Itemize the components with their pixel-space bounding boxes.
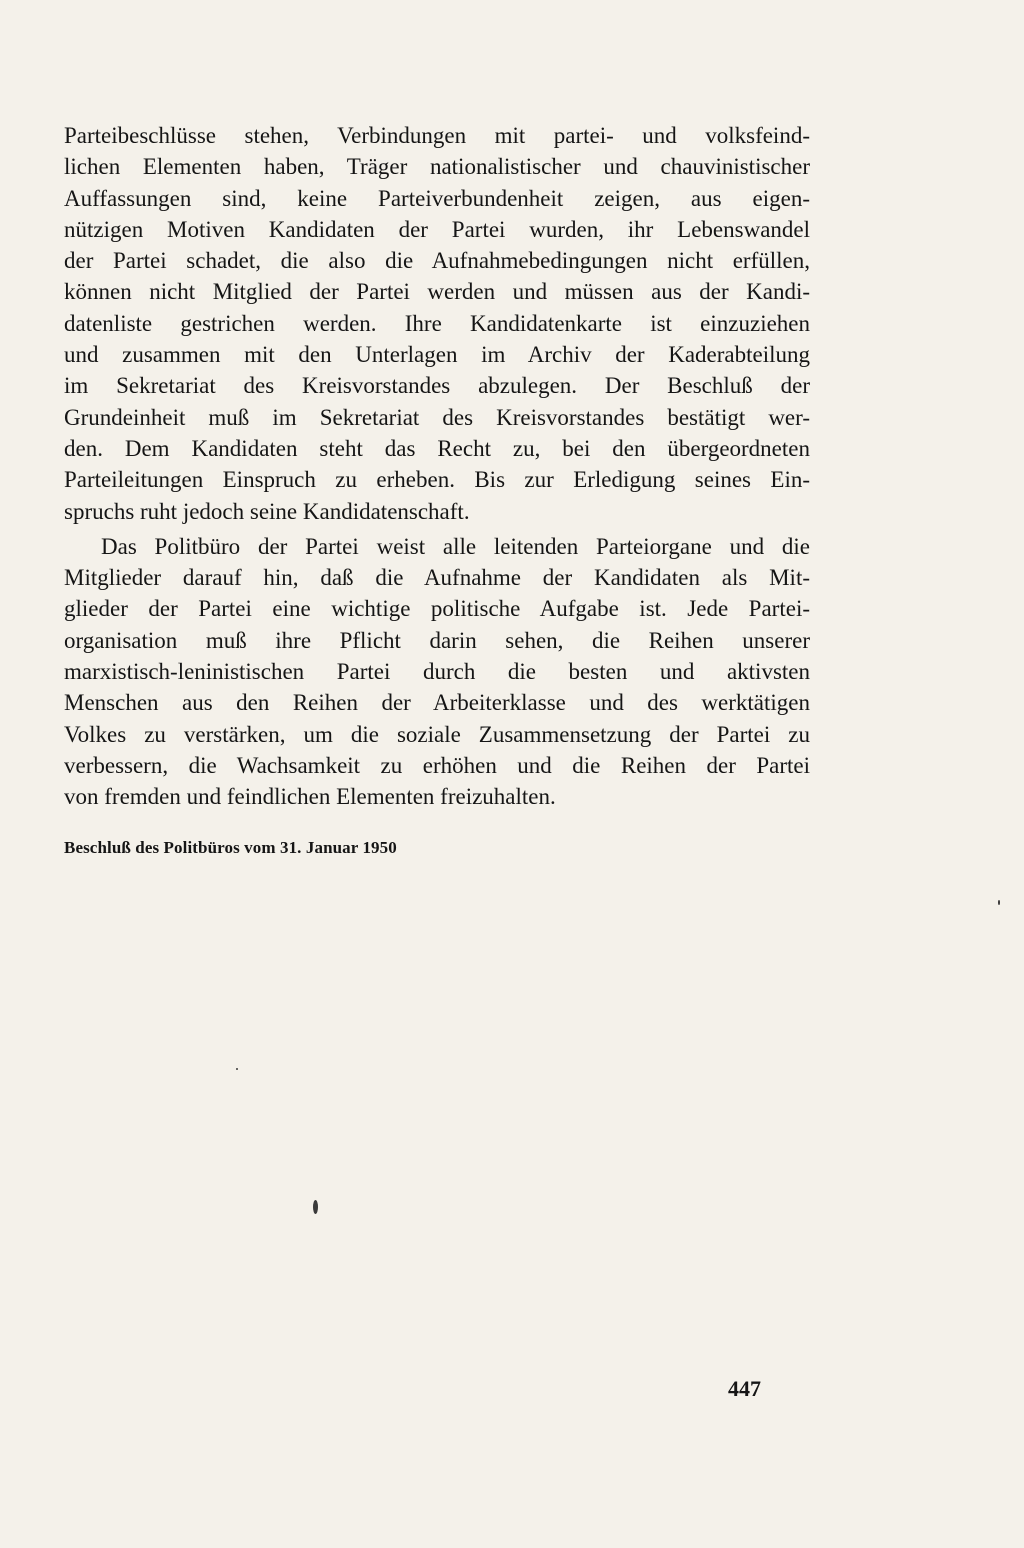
body-line: nützigen Motiven Kandidaten der Partei wurden, ihr Lebenswandel: [64, 216, 810, 242]
body-line: glieder der Partei eine wichtige politische Aufgabe ist. Jede Partei-: [64, 596, 810, 622]
body-line: Parteileitungen Einspruch zu erheben. Bis zur Erledigung seines Ein-: [64, 467, 810, 493]
body-line: lichen Elementen haben, Träger nationalistischer und chauvinistischer: [64, 154, 810, 180]
body-line: Mitglieder darauf hin, daß die Aufnahme der Kandidaten als Mit-: [64, 565, 810, 591]
body-line: den. Dem Kandidaten steht das Recht zu, bei den übergeordneten: [64, 435, 810, 461]
paper-speck: [313, 1200, 318, 1214]
body-line: datenliste gestrichen werden. Ihre Kandidatenkarte ist einzuziehen: [64, 310, 810, 336]
source-note: Beschluß des Politbüros vom 31. Januar 1950: [64, 838, 397, 857]
body-line: verbessern, die Wachsamkeit zu erhöhen und die Reihen der Partei: [64, 752, 810, 778]
body-text: [64, 120, 810, 813]
body-line: Auffassungen sind, keine Parteiverbundenheit zeigen, aus eigen-: [64, 185, 810, 211]
body-line: Das Politbüro der Partei weist alle leitenden Parteiorgane und die: [101, 533, 810, 559]
body-line: der Partei schadet, die also die Aufnahmebedingungen nicht erfüllen,: [64, 248, 810, 274]
body-line: Grundeinheit muß im Sekretariat des Kreisvorstandes bestätigt wer-: [64, 404, 810, 430]
page-number: 447: [728, 1376, 761, 1401]
paper-speck: [998, 900, 1000, 905]
body-line: im Sekretariat des Kreisvorstandes abzulegen. Der Beschluß der: [64, 373, 810, 399]
body-line: von fremden und feindlichen Elementen freizuhalten.: [64, 784, 556, 810]
body-line: Parteibeschlüsse stehen, Verbindungen mit partei- und volksfeind-: [64, 123, 810, 148]
paper-speck: [236, 1068, 238, 1070]
body-line: Volkes zu verstärken, um die soziale Zusammensetzung der Partei zu: [64, 721, 810, 747]
body-line: organisation muß ihre Pflicht darin sehen, die Reihen unserer: [64, 627, 810, 653]
body-line: und zusammen mit den Unterlagen im Archiv der Kaderabteilung: [64, 342, 810, 368]
body-line: können nicht Mitglied der Partei werden und müssen aus der Kandi-: [64, 279, 810, 305]
body-line: Menschen aus den Reihen der Arbeiterklasse und des werktätigen: [64, 690, 810, 716]
body-line: spruchs ruht jedoch seine Kandidatenschaft.: [64, 498, 470, 524]
body-line: marxistisch-leninistischen Partei durch die besten und aktivsten: [64, 659, 810, 685]
